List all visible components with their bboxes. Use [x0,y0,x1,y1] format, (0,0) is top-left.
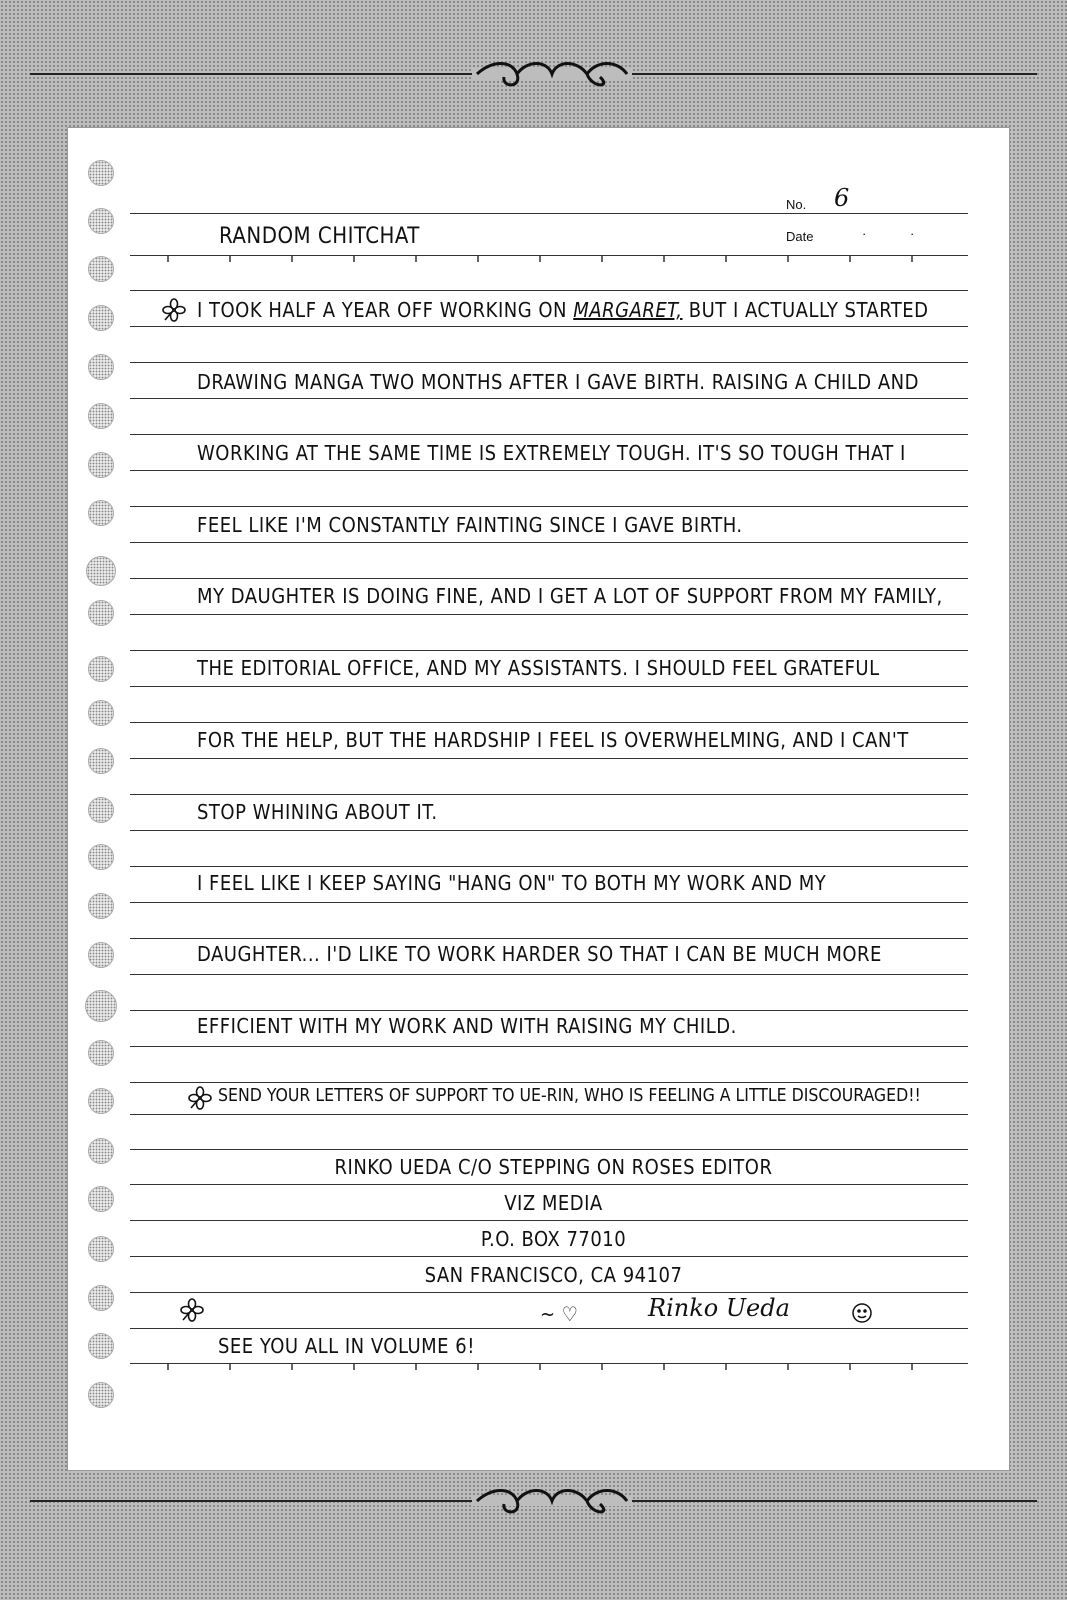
line-rule [130,290,968,291]
binder-hole [88,1138,114,1164]
binder-hole [88,256,114,282]
line-rule [130,506,968,507]
binder-hole [88,700,114,726]
body-line-6: THE EDITORIAL OFFICE, AND MY ASSISTANTS. I SHOULD FEEL GRATEFUL [197,656,880,680]
line-rule [130,722,968,723]
address-line-3: P.O. BOX 77010 [480,1227,627,1251]
tick-marks [130,256,968,264]
line-rule [130,398,968,399]
tick-marks [130,1364,968,1372]
body-line-2: DRAWING MANGA TWO MONTHS AFTER I GAVE BIRTH. RAISING A CHILD AND [197,370,919,394]
body-line-1 [197,298,928,322]
binder-hole [88,1088,114,1114]
line-rule [130,902,968,903]
binder-hole [88,844,114,870]
address-line-2: VIZ MEDIA [504,1191,603,1215]
line-rule [130,650,968,651]
binder-hole [88,1382,114,1408]
binder-hole [88,160,114,186]
magazine-title: MARGARET, [573,298,683,322]
binder-hole [88,600,114,626]
binder-hole [88,305,114,331]
header-rule [130,213,968,214]
doodle-tilde-heart: ~ ♡ [540,1302,579,1326]
line-rule [130,974,968,975]
line-rule [130,758,968,759]
body-text: I TOOK HALF A YEAR OFF WORKING ON [197,298,568,322]
body-line-11: EFFICIENT WITH MY WORK AND WITH RAISING MY CHILD. [197,1014,737,1038]
line-rule [130,1256,968,1257]
line-rule [130,470,968,471]
line-rule [130,1220,968,1221]
binder-hole [88,452,114,478]
binder-hole [88,208,114,234]
line-rule [130,578,968,579]
body-text: BUT I ACTUALLY STARTED [688,298,929,322]
binder-hole [88,500,114,526]
line-rule [130,866,968,867]
support-request-line: SEND YOUR LETTERS OF SUPPORT TO UE-RIN, WHO IS FEELING A LITTLE DISCOURAGED!! [218,1086,921,1106]
bottom-flourish-ornament [472,1482,632,1520]
binder-hole [88,748,114,774]
body-line-4: FEEL LIKE I'M CONSTANTLY FAINTING SINCE I GAVE BIRTH. [197,513,743,537]
flower-bullet-icon [188,1086,212,1110]
line-rule [130,1292,968,1293]
binder-hole [88,797,114,823]
address-line-4: SAN FRANCISCO, CA 94107 [424,1263,683,1287]
line-rule [130,362,968,363]
number-value: 6 [834,184,850,212]
body-line-5: MY DAUGHTER IS DOING FINE, AND I GET A LOT OF SUPPORT FROM MY FAMILY, [197,584,943,608]
line-rule [130,1114,968,1115]
date-label: Date [786,229,814,244]
number-label: No. [786,197,807,212]
line-rule [130,1328,968,1329]
binder-hole [85,990,117,1022]
farewell-line: SEE YOU ALL IN VOLUME 6! [218,1334,475,1358]
body-line-9: I FEEL LIKE I KEEP SAYING "HANG ON" TO BOTH MY WORK AND MY [197,871,827,895]
line-rule [130,1149,968,1150]
smiley-face-icon [850,1300,874,1324]
page-title: RANDOM CHITCHAT [219,224,420,249]
binder-hole [88,354,114,380]
line-rule [130,1046,968,1047]
binder-hole [86,556,116,586]
line-rule [130,1082,968,1083]
binder-hole [88,1236,114,1262]
author-signature: Rinko Ueda [648,1294,790,1322]
line-rule [130,614,968,615]
line-rule [130,1184,968,1185]
binder-hole [88,656,114,682]
line-rule [130,686,968,687]
flower-bullet-icon [162,298,186,322]
body-line-10: DAUGHTER... I'D LIKE TO WORK HARDER SO THAT I CAN BE MUCH MORE [197,942,882,966]
line-rule [130,1010,968,1011]
line-rule [130,938,968,939]
body-line-7: FOR THE HELP, BUT THE HARDSHIP I FEEL IS OVERWHELMING, AND I CAN'T [197,728,909,752]
binder-hole [88,1333,114,1359]
line-rule [130,542,968,543]
top-flourish-ornament [472,55,632,93]
line-rule [130,434,968,435]
binder-hole [88,1186,114,1212]
binder-hole [88,403,114,429]
line-rule [130,794,968,795]
line-rule [130,830,968,831]
body-line-3: WORKING AT THE SAME TIME IS EXTREMELY TOUGH. IT'S SO TOUGH THAT I [197,441,906,465]
flower-bullet-icon [180,1298,204,1322]
binder-hole [88,1040,114,1066]
date-value: · · [862,226,935,241]
body-line-8: STOP WHINING ABOUT IT. [197,800,438,824]
address-line-1: RINKO UEDA C/O STEPPING ON ROSES EDITOR [334,1155,773,1179]
line-rule [130,326,968,327]
binder-hole [88,1285,114,1311]
binder-hole [88,893,114,919]
binder-hole [88,942,114,968]
